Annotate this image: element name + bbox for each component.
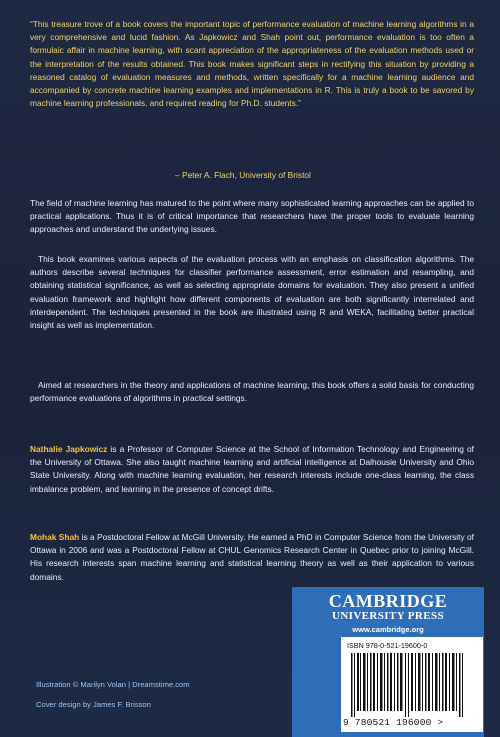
cover-design-credit: Cover design by James F. Brisson bbox=[36, 700, 151, 709]
author-name: Nathalie Japkowicz bbox=[30, 444, 108, 454]
isbn-barcode bbox=[341, 637, 483, 732]
author-bio-text: is a Professor of Computer Science at the School of Information Technology and Engineering of the University of Ottawa. She also taught machine learning and artificial intelligence at Dalhousie University and Ohio State University. Along with machine learning evaluation, her research interests include one-class learning, the class imbalance problem, and learning in the presence of concept drifts. bbox=[30, 444, 474, 494]
publisher-name: CAMBRIDGE bbox=[328, 591, 448, 611]
barcode-icon bbox=[347, 653, 477, 717]
author-bio bbox=[30, 531, 474, 584]
barcode-digits: 9 780521 196000 > bbox=[343, 717, 444, 728]
author-name: Mohak Shah bbox=[30, 532, 80, 542]
publisher-url: www.cambridge.org bbox=[352, 625, 424, 634]
author-bio-text: is a Postdoctoral Fellow at McGill University. He earned a PhD in Computer Science from the University of Ottawa in 2006 and was a Postdoctoral Fellow at CHUL Genomics Research Center in Quebec prior to joining McGill. His research interests span machine learning and statistical learning theory as well as their application to various domains. bbox=[30, 532, 474, 582]
author-bio bbox=[30, 443, 474, 496]
publisher-subtitle: UNIVERSITY PRESS bbox=[331, 610, 445, 622]
endorsement-attribution: – Peter A. Flach, University of Bristol bbox=[175, 170, 311, 180]
description-paragraph: Aimed at researchers in the theory and applications of machine learning, this book offers a solid basis for conducting performance evaluations of algorithms in practical settings. bbox=[30, 380, 474, 404]
description-paragraph: This book examines various aspects of the evaluation process with an emphasis on classification algorithms. The authors describe several techniques for classifier performance assessment, error estimation and resampling, and obtaining statistical significance, as well as selecting appropriate domains for evaluation. They also present a unified evaluation framework and highlight how different components of evaluation are both significantly interrelated and interdependent. The techniques presented in the book are illustrated using R and WEKA, facilitating better practical insight as well as implementation. bbox=[30, 254, 474, 331]
endorsement-quote: “This treasure trove of a book covers the important topic of performance evaluation of machine learning algorithms in a very comprehensive and lucid fashion. As Japkowicz and Shah point out, performance evaluation is too often a formulaic affair in machine learning, with scant appreciation of the appropriateness of the evaluation methods used or the interpretation of the results obtained. This book makes significant steps in rectifying this situation by providing a reasoned catalog of evaluation measures and methods, written specifically for a machine learning audience and accompanied by concrete machine learning examples and implementations in R. This is truly a book to be savored by machine learning professionals, and required reading for Ph.D. students.” bbox=[30, 19, 474, 109]
isbn-number: ISBN 978-0-521-19600-0 bbox=[347, 641, 428, 650]
description-paragraph: The field of machine learning has matured to the point where many sophisticated learning approaches can be applied to practical applications. Thus it is of critical importance that researchers have the proper tools to evaluate learning approaches and understand the underlying issues. bbox=[30, 198, 474, 235]
illustration-credit: Illustration © Marilyn Volan | Dreamstime.com bbox=[36, 680, 190, 689]
